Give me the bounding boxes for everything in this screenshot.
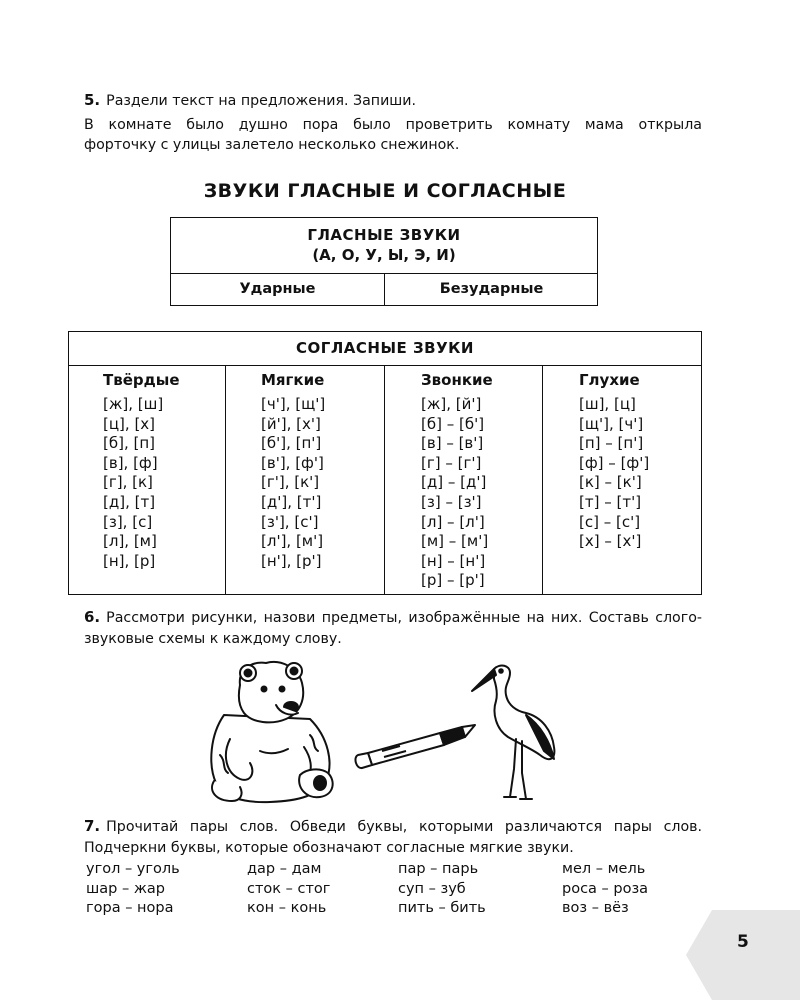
sound-item: [г'], [к']: [261, 473, 320, 492]
sound-item: [б'], [п']: [261, 434, 322, 453]
stork-illustration: [472, 666, 554, 799]
vowels-letters: (А, О, У, Ы, Э, И): [312, 246, 456, 264]
consonants-table: [68, 331, 702, 595]
sound-item: [й'], [х']: [261, 414, 321, 433]
section-title: ЗВУКИ ГЛАСНЫЕ И СОГЛАСНЫЕ: [203, 180, 567, 202]
consonants-column-soft: [226, 366, 385, 594]
task7-text: [84, 816, 702, 859]
sound-item: [ш], [ц]: [579, 395, 636, 413]
bear-illustration: [211, 662, 332, 802]
word-pair: пар – парь: [398, 861, 479, 877]
task6-text: [84, 607, 702, 650]
word-pair: роса – роза: [562, 880, 649, 897]
word-pair: кон – конь: [247, 900, 327, 916]
pen-illustration: [355, 725, 475, 768]
sound-item: [с] – [с']: [579, 512, 641, 531]
sound-item: [щ'], [ч']: [579, 414, 644, 433]
word-pairs-column-4: [562, 860, 648, 919]
sound-item: [ж], [й']: [421, 395, 482, 413]
sound-item: [к] – [к']: [579, 473, 642, 492]
task7-number: 7.: [84, 817, 101, 835]
consonants-column-voiceless: [543, 366, 701, 594]
sound-item: [з], [с]: [103, 512, 153, 531]
word-pairs-column-1: [86, 860, 180, 919]
word-pair: шар – жар: [86, 880, 165, 897]
sound-item: [з'], [с']: [261, 512, 319, 531]
word-pair: сток – стог: [247, 880, 331, 897]
task5-instruction-text: Раздели текст на предложения. Запиши.: [106, 93, 417, 109]
word-pair: пить – бить: [398, 900, 486, 916]
task5-number: 5.: [84, 91, 101, 109]
task5-text-line1: В комнате было душно пора было проветрить комнату мама открыла: [84, 117, 702, 133]
sound-item: [ж], [ш]: [103, 395, 164, 413]
word-pair: угол – уголь: [86, 861, 180, 877]
sound-item: [б] – [б']: [421, 414, 485, 433]
consonants-column-hard: [69, 366, 226, 594]
sound-item: [н'], [р']: [261, 551, 322, 570]
consonants-column-voiced: [385, 366, 543, 594]
task6-number: 6.: [84, 608, 101, 626]
vowels-stressed: Ударные: [171, 273, 385, 306]
word-pair: дар – дам: [247, 861, 322, 877]
sound-item: [б], [п]: [103, 434, 156, 453]
sound-item: [в'], [ф']: [261, 453, 324, 472]
task5-text-line2: форточку с улицы залетело несколько снежинок.: [84, 137, 460, 153]
sound-item: [т] – [т']: [579, 492, 642, 511]
sound-item: [в] – [в']: [421, 434, 484, 453]
sound-item: [п] – [п']: [579, 434, 644, 453]
task5-instruction: [84, 90, 702, 112]
sound-item: [л] – [л']: [421, 512, 485, 531]
page-tab-shape: [686, 910, 800, 1000]
word-pair: воз – вёз: [562, 900, 629, 916]
sound-item: [д] – [д']: [421, 473, 487, 492]
sound-item: [в], [ф]: [103, 453, 158, 472]
column-header: Мягкие: [261, 371, 325, 389]
sound-item: [н] – [н']: [421, 551, 486, 570]
page-tab: [686, 910, 800, 1000]
sound-item: [ц], [х]: [103, 414, 156, 433]
sound-item: [д], [т]: [103, 492, 156, 511]
task6-instruction: Рассмотри рисунки, назови предметы, изображённые на них. Составь слого-звуковые схемы к каждому слову.: [84, 610, 702, 647]
word-pair: мел – мель: [562, 861, 646, 877]
task7-instruction: Прочитай пары слов. Обведи буквы, которыми различаются пары слов. Подчеркни буквы, которые обозначают согласные мягкие звуки.: [84, 819, 702, 856]
column-header: Глухие: [579, 371, 640, 389]
sound-item: [г], [к]: [103, 473, 153, 492]
sound-item: [л], [м]: [103, 532, 157, 551]
sound-item: [ф] – [ф']: [579, 453, 650, 472]
task6-pictures: [200, 655, 570, 805]
sound-item: [г] – [г']: [421, 453, 482, 472]
vowels-table: [170, 217, 598, 306]
consonants-title: СОГЛАСНЫЕ ЗВУКИ: [69, 332, 701, 366]
vowels-header: [171, 218, 597, 274]
word-pair: суп – зуб: [398, 880, 466, 897]
vowels-title: ГЛАСНЫЕ ЗВУКИ: [307, 226, 461, 244]
sound-item: [н], [р]: [103, 551, 156, 570]
column-header: Твёрдые: [103, 371, 180, 389]
word-pair: гора – нора: [86, 900, 174, 916]
sound-item: [х] – [х']: [579, 532, 642, 551]
sound-item: [л'], [м']: [261, 532, 324, 551]
word-pairs-column-3: [398, 860, 486, 919]
column-header: Звонкие: [421, 371, 493, 389]
sound-item: [д'], [т']: [261, 492, 322, 511]
page-number: 5: [737, 932, 749, 952]
sound-item: [ч'], [щ']: [261, 395, 326, 413]
sound-item: [з] – [з']: [421, 492, 482, 511]
sound-item: [м] – [м']: [421, 532, 489, 551]
word-pairs-column-2: [247, 860, 330, 919]
sound-item: [р] – [р']: [421, 571, 485, 590]
vowels-unstressed: Безударные: [439, 281, 544, 297]
